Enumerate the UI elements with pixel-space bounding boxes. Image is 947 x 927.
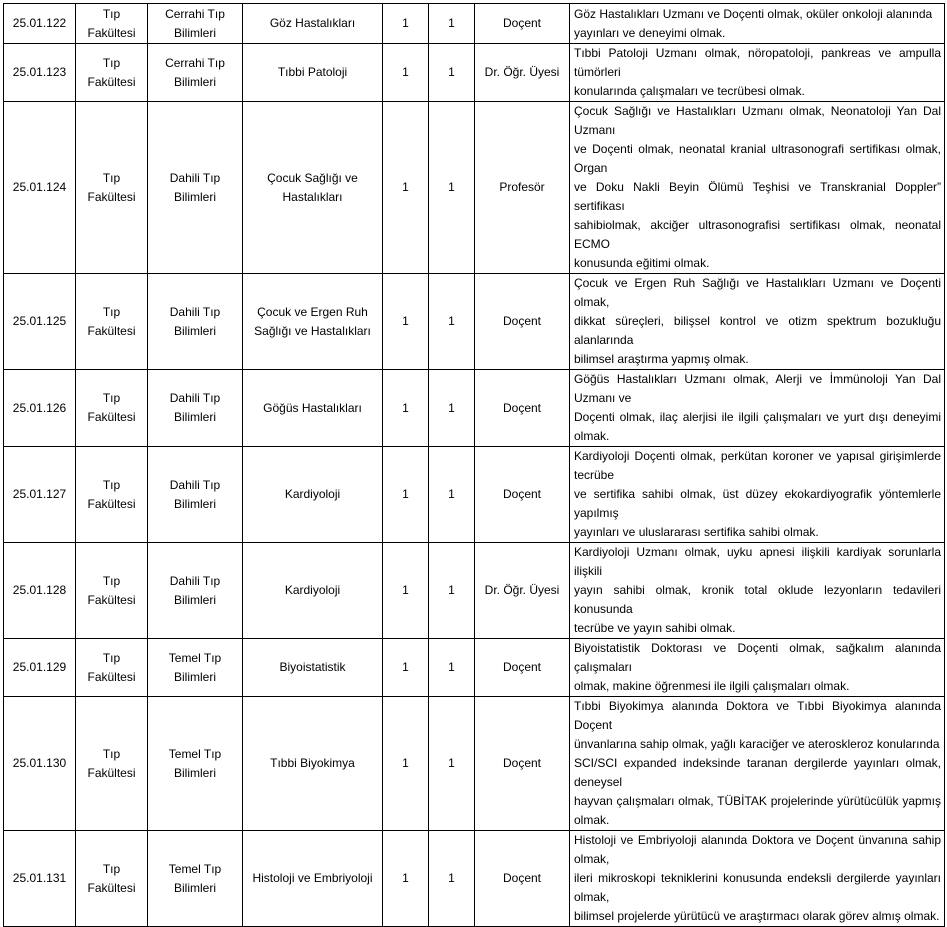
cell-quota: 1 [429, 697, 475, 831]
cell-faculty-line: Fakültesi [87, 496, 136, 511]
table-row [4, 697, 945, 831]
cell-description-line: ve Doçenti olmak, neonatal kranial ultrasonografi sertifikası olmak, Organ [574, 142, 941, 175]
cell-description-line: konularında çalışmaları ve tecrübesi olmak. [574, 84, 805, 98]
cell-description-line: Kardiyoloji Uzmanı olmak, uyku apnesi ilişkili kardiyak sorunlarla ilişkili [574, 545, 941, 578]
cell-department-line: Temel Tıp [168, 650, 222, 665]
cell-description-line: sahibiolmak, akciğer ultrasonografisi sertifikası olmak, neonatal ECMO [574, 218, 941, 251]
cell-field [243, 447, 383, 543]
cell-quota: 1 [429, 639, 475, 697]
cell-description-line: Kardiyoloji Doçenti olmak, perkütan koroner ve yapısal girişimlerde tecrübe [574, 449, 941, 482]
cell-department [148, 639, 243, 697]
cell-description-line: Göz Hastalıkları Uzmanı ve Doçenti olmak, oküler onkoloji alanında [574, 6, 933, 21]
table-row [4, 370, 945, 447]
cell-description [570, 447, 945, 543]
cell-faculty [76, 697, 148, 831]
cell-code: 25.01.126 [4, 370, 76, 447]
cell-department-line: Bilimleri [174, 410, 216, 424]
cell-department [148, 447, 243, 543]
cell-code: 25.01.123 [4, 44, 76, 102]
cell-faculty [76, 102, 148, 274]
cell-department-line: Bilimleri [174, 765, 216, 780]
cell-quota: 1 [429, 4, 475, 44]
cell-description [570, 44, 945, 102]
cell-faculty-line: Fakültesi [87, 880, 136, 895]
cell-code: 25.01.125 [4, 274, 76, 370]
cell-department-line: Bilimleri [174, 189, 216, 204]
cell-faculty [76, 639, 148, 697]
cell-description-line: ve Doku Nakli Beyin Ölümü Teşhisi ve Transkranial Doppler” sertifikası [574, 180, 941, 213]
cell-faculty [76, 44, 148, 102]
cell-department [148, 102, 243, 274]
cell-faculty-line: Tıp [102, 55, 121, 70]
cell-description-line: ileri mikroskopi tekniklerini konusunda endeksli dergilerde yayınları olmak, [574, 871, 941, 904]
cell-count: 1 [383, 4, 429, 44]
cell-faculty-line: Fakültesi [87, 74, 136, 89]
cell-count: 1 [383, 447, 429, 543]
cell-department-line: Bilimleri [174, 25, 216, 40]
cell-faculty-line: Tıp [102, 304, 121, 319]
cell-description-line: olmak, makine öğrenmesi ile ilgili çalışmaları olmak. [574, 679, 850, 693]
cell-field [243, 274, 383, 370]
cell-quota: 1 [429, 447, 475, 543]
cell-faculty [76, 274, 148, 370]
table-row [4, 543, 945, 639]
cell-faculty-line: Tıp [102, 650, 121, 665]
cell-department-line: Bilimleri [174, 669, 216, 684]
cell-field-line: Biyoistatistik [279, 660, 346, 674]
cell-faculty-line: Fakültesi [87, 189, 136, 204]
cell-faculty-line: Tıp [102, 861, 121, 876]
cell-quota: 1 [429, 102, 475, 274]
cell-department [148, 44, 243, 102]
position-table [3, 3, 945, 927]
cell-faculty-line: Tıp [102, 746, 121, 761]
cell-description [570, 4, 945, 44]
cell-description-line: yayınları ve uluslararası sertifika sahibi olmak. [574, 525, 819, 539]
table-row [4, 274, 945, 370]
cell-description-line: Histoloji ve Embriyoloji alanında Doktora ve Doçent ünvanına sahip olmak, [574, 833, 941, 866]
cell-department-line: Dahili Tıp [169, 170, 221, 185]
cell-faculty-line: Fakültesi [87, 410, 136, 424]
cell-faculty-line: Fakültesi [87, 765, 136, 780]
cell-faculty-line: Tıp [102, 391, 121, 405]
table-row [4, 102, 945, 274]
cell-department-line: Cerrahi Tıp [165, 6, 225, 21]
cell-code: 25.01.127 [4, 447, 76, 543]
cell-description-line: Doçenti olmak, ilaç alerjisi ile ilgili çalışmaları ve yurt dışı deneyimi olmak. [574, 410, 941, 443]
cell-description-line: bilimsel araştırma yapmış olmak. [574, 352, 749, 366]
cell-department-line: Dahili Tıp [169, 573, 221, 588]
cell-title: Doçent [475, 4, 570, 44]
cell-department-line: Dahili Tıp [169, 477, 221, 492]
cell-title: Doçent [475, 831, 570, 927]
cell-description-line: yayınları ve deneyimi olmak. [574, 25, 726, 40]
cell-count: 1 [383, 831, 429, 927]
cell-faculty-line: Fakültesi [87, 323, 136, 338]
cell-department-line: Bilimleri [174, 496, 216, 511]
cell-field-line: Sağlığı ve Hastalıkları [254, 323, 371, 338]
cell-count: 1 [383, 44, 429, 102]
cell-faculty [76, 543, 148, 639]
cell-department-line: Cerrahi Tıp [165, 55, 225, 70]
cell-field-line: Göz Hastalıkları [269, 16, 356, 30]
cell-faculty-line: Tıp [102, 477, 121, 492]
table-row [4, 639, 945, 697]
cell-title: Doçent [475, 447, 570, 543]
cell-faculty-line: Fakültesi [87, 669, 136, 684]
cell-field [243, 543, 383, 639]
cell-department-line: Bilimleri [174, 880, 216, 895]
cell-title: Doçent [475, 274, 570, 370]
cell-field [243, 4, 383, 44]
cell-title: Dr. Öğr. Üyesi [475, 44, 570, 102]
cell-description-line: Biyoistatistik Doktorası ve Doçenti olmak, sağkalım alanında çalışmaları [574, 641, 941, 674]
cell-department-line: Dahili Tıp [169, 304, 221, 319]
cell-description-line: Çocuk ve Ergen Ruh Sağlığı ve Hastalıkları Uzmanı ve Doçenti olmak, [574, 276, 941, 309]
table-row [4, 447, 945, 543]
cell-quota: 1 [429, 274, 475, 370]
cell-description-line: SCI/SCI expanded indeksinde taranan dergilerde yayınları olmak, deneysel [574, 756, 941, 789]
cell-department-line: Bilimleri [174, 323, 216, 338]
cell-description-line: konusunda eğitimi olmak. [574, 256, 710, 270]
cell-faculty-line: Fakültesi [87, 25, 136, 40]
table-row [4, 44, 945, 102]
cell-department-line: Bilimleri [174, 592, 216, 607]
cell-title: Doçent [475, 697, 570, 831]
cell-description-line: yayın sahibi olmak, kronik total oklude lezyonların tedavileri konusunda [574, 583, 941, 616]
cell-field [243, 102, 383, 274]
cell-description [570, 697, 945, 831]
cell-department [148, 831, 243, 927]
cell-count: 1 [383, 697, 429, 831]
table-body [4, 4, 945, 927]
cell-title: Doçent [475, 370, 570, 447]
table-row [4, 831, 945, 927]
cell-code: 25.01.131 [4, 831, 76, 927]
cell-department-line: Bilimleri [174, 74, 216, 89]
cell-description [570, 102, 945, 274]
table-row [4, 4, 945, 44]
cell-description-line: Çocuk Sağlığı ve Hastalıkları Uzmanı olmak, Neonatoloji Yan Dal Uzmanı [574, 104, 941, 137]
cell-department [148, 274, 243, 370]
cell-title: Dr. Öğr. Üyesi [475, 543, 570, 639]
cell-field-line: Kardiyoloji [284, 487, 341, 501]
cell-field-line: Çocuk ve Ergen Ruh [257, 304, 368, 319]
cell-field-line: Hastalıkları [282, 189, 343, 204]
cell-faculty [76, 370, 148, 447]
cell-faculty [76, 831, 148, 927]
cell-code: 25.01.128 [4, 543, 76, 639]
cell-code: 25.01.129 [4, 639, 76, 697]
cell-code: 25.01.122 [4, 4, 76, 44]
cell-field [243, 697, 383, 831]
cell-department-line: Dahili Tıp [169, 391, 221, 405]
cell-description-line: Tıbbi Patoloji Uzmanı olmak, nöropatoloji, pankreas ve ampulla tümörleri [574, 46, 941, 79]
cell-description [570, 274, 945, 370]
cell-quota: 1 [429, 543, 475, 639]
cell-quota: 1 [429, 831, 475, 927]
cell-field-line: Tıbbi Patoloji [277, 65, 348, 79]
cell-field-line: Çocuk Sağlığı ve [267, 170, 358, 185]
cell-faculty-line: Tıp [102, 6, 121, 21]
cell-count: 1 [383, 639, 429, 697]
cell-field-line: Kardiyoloji [284, 583, 341, 597]
cell-field-line: Histoloji ve Embriyoloji [252, 871, 373, 885]
cell-description [570, 831, 945, 927]
cell-faculty [76, 447, 148, 543]
cell-description-line: tecrübe ve yayın sahibi olmak. [574, 621, 736, 635]
cell-code: 25.01.130 [4, 697, 76, 831]
cell-field-line: Tıbbi Biyokimya [270, 756, 355, 770]
cell-description [570, 639, 945, 697]
cell-description [570, 370, 945, 447]
cell-department-line: Temel Tıp [168, 746, 222, 761]
cell-faculty [76, 4, 148, 44]
cell-description-line: ünvanlarına sahip olmak, yağlı karaciğer ve ateroskleroz konularında [574, 737, 940, 751]
cell-description-line: Göğüs Hastalıkları Uzmanı olmak, Alerji ve İmmünoloji Yan Dal Uzmanı ve [574, 372, 941, 405]
cell-title: Doçent [475, 639, 570, 697]
cell-field [243, 831, 383, 927]
cell-count: 1 [383, 102, 429, 274]
cell-description-line: hayvan çalışmaları olmak, TÜBİTAK projelerinde yürütücülük yapmış olmak. [574, 794, 941, 827]
cell-faculty-line: Fakültesi [87, 592, 136, 607]
cell-count: 1 [383, 543, 429, 639]
cell-quota: 1 [429, 44, 475, 102]
cell-field [243, 370, 383, 447]
cell-description-line: Tıbbi Biyokimya alanında Doktora ve Tıbbi Biyokimya alanında Doçent [574, 699, 941, 732]
cell-description-line: ve sertifika sahibi olmak, üst düzey ekokardiyografik yöntemlerle yapılmış [574, 487, 941, 520]
cell-field-line: Göğüs Hastalıkları [263, 400, 362, 415]
cell-faculty-line: Tıp [102, 573, 121, 588]
cell-field [243, 639, 383, 697]
cell-quota: 1 [429, 370, 475, 447]
cell-faculty-line: Tıp [102, 170, 121, 185]
cell-description [570, 543, 945, 639]
cell-department-line: Temel Tıp [168, 861, 222, 876]
cell-department [148, 697, 243, 831]
cell-field [243, 44, 383, 102]
cell-department [148, 370, 243, 447]
cell-count: 1 [383, 370, 429, 447]
cell-department [148, 4, 243, 44]
cell-department [148, 543, 243, 639]
cell-description-line: bilimsel projelerde yürütücü ve araştırmacı olarak görev almış olmak. [574, 909, 940, 923]
cell-description-line: dikkat süreçleri, bilişsel kontrol ve otizm spektrum bozukluğu alanlarında [574, 314, 941, 347]
cell-title: Profesör [475, 102, 570, 274]
cell-count: 1 [383, 274, 429, 370]
cell-code: 25.01.124 [4, 102, 76, 274]
